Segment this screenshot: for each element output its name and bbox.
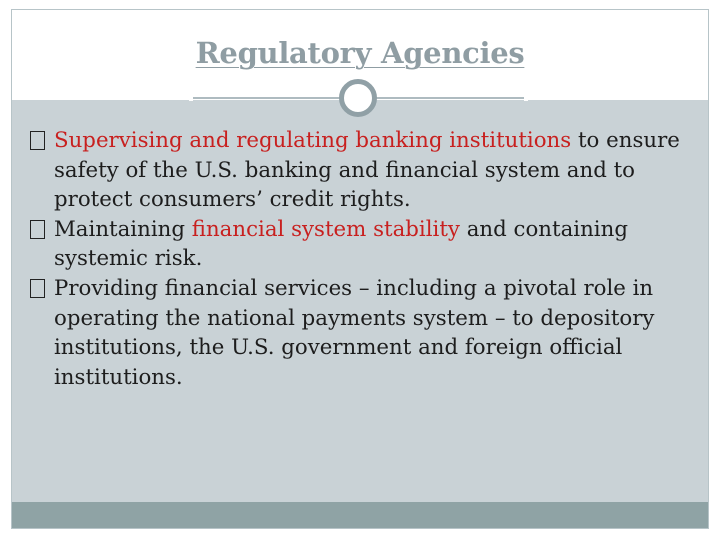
divider-ring-icon [339, 79, 377, 117]
divider-end-left [189, 95, 193, 101]
footer-band [12, 502, 708, 528]
bullet-item-supervising [30, 126, 700, 215]
bullet-highlight: Supervising and regulating banking institutions [54, 128, 572, 153]
divider-end-right [524, 95, 528, 101]
bullet-box-icon [30, 220, 45, 239]
bullet-text: Providing financial services – including a pivotal role in operating the national payments system – to depository institutions, the U.S. government and foreign official institutions. [54, 275, 655, 390]
bullet-highlight: financial system stability [191, 216, 460, 242]
bullet-box-icon [30, 131, 45, 150]
bullet-text-lead: Maintaining [54, 216, 192, 242]
slide-title: Regulatory Agencies [195, 36, 525, 70]
bullet-text: to ensure safety of the U.S. banking and financial system and to protect consumers’ credit rights. [54, 128, 680, 213]
bullet-item-stability [30, 215, 700, 274]
bullet-list [30, 126, 700, 392]
bullet-item-services [30, 274, 700, 392]
bullet-box-icon [30, 279, 45, 298]
bullet-text: and containing systemic risk. [54, 216, 628, 272]
